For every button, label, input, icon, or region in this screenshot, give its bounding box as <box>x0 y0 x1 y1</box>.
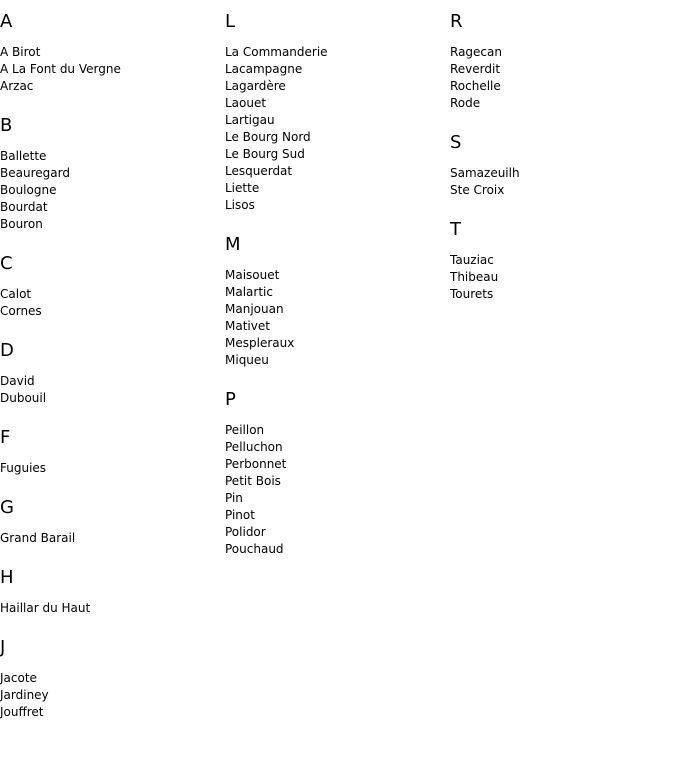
letter-group <box>225 233 445 369</box>
place-link[interactable]: Haillar du Haut <box>0 601 91 615</box>
letter-heading: G <box>0 497 14 518</box>
place-link[interactable]: Jacote <box>0 671 37 685</box>
place-link[interactable]: Laouet <box>225 96 267 110</box>
place-link[interactable]: Maisouet <box>225 268 280 282</box>
letter-group <box>225 388 445 558</box>
place-link[interactable]: Jardiney <box>0 688 49 702</box>
letter-group <box>0 426 220 477</box>
place-link[interactable]: Grand Barail <box>0 531 76 545</box>
place-link[interactable]: Calot <box>0 287 32 301</box>
place-link[interactable]: Pin <box>225 491 243 505</box>
letter-group <box>225 10 445 214</box>
place-link[interactable]: Malartic <box>225 285 273 299</box>
letter-heading: H <box>0 567 14 588</box>
place-link[interactable]: Pinot <box>225 508 255 522</box>
place-link[interactable]: Mespleraux <box>225 336 295 350</box>
place-link[interactable]: Rode <box>450 96 481 110</box>
place-link[interactable]: Jouffret <box>0 705 44 719</box>
letter-group <box>450 10 670 112</box>
letter-heading: P <box>225 389 236 410</box>
place-link[interactable]: Perbonnet <box>225 457 287 471</box>
place-link[interactable]: Petit Bois <box>225 474 281 488</box>
index-column <box>0 10 220 740</box>
place-link[interactable]: Lagardère <box>225 79 286 93</box>
place-link[interactable]: Le Bourg Nord <box>225 130 311 144</box>
letter-group <box>0 252 220 320</box>
place-link[interactable]: Pouchaud <box>225 542 284 556</box>
place-link[interactable]: Rochelle <box>450 79 501 93</box>
letter-heading: F <box>0 427 11 448</box>
place-link[interactable]: Thibeau <box>450 270 499 284</box>
letter-group <box>0 114 220 233</box>
place-link[interactable]: Samazeuilh <box>450 166 520 180</box>
place-link[interactable]: Miqueu <box>225 353 269 367</box>
place-link[interactable]: David <box>0 374 35 388</box>
place-link[interactable]: Lisos <box>225 198 255 212</box>
place-link[interactable]: A Birot <box>0 45 41 59</box>
index-column <box>225 10 445 577</box>
place-link[interactable]: Cornes <box>0 304 42 318</box>
place-link[interactable]: Liette <box>225 181 260 195</box>
place-link[interactable]: Peillon <box>225 423 265 437</box>
place-link[interactable]: Ragecan <box>450 45 502 59</box>
letter-group <box>0 496 220 547</box>
place-link[interactable]: A La Font du Vergne <box>0 62 121 76</box>
letter-heading: R <box>450 11 463 32</box>
place-link[interactable]: Pelluchon <box>225 440 283 454</box>
place-link[interactable]: La Commanderie <box>225 45 328 59</box>
place-link[interactable]: Beauregard <box>0 166 70 180</box>
letter-heading: M <box>225 234 241 255</box>
place-link[interactable]: Reverdit <box>450 62 501 76</box>
place-link[interactable]: Manjouan <box>225 302 284 316</box>
letter-group <box>0 566 220 617</box>
letter-group <box>0 339 220 407</box>
letter-heading: L <box>225 11 236 32</box>
letter-heading: B <box>0 115 13 136</box>
place-link[interactable]: Boulogne <box>0 183 57 197</box>
letter-group <box>450 131 670 199</box>
place-link[interactable]: Polidor <box>225 525 266 539</box>
letter-group <box>0 10 220 95</box>
place-link[interactable]: Ballette <box>0 149 47 163</box>
place-link[interactable]: Arzac <box>0 79 34 93</box>
place-link[interactable]: Bourdat <box>0 200 48 214</box>
index-column <box>450 10 670 322</box>
letter-group <box>0 636 220 721</box>
letter-heading: S <box>450 132 462 153</box>
place-link[interactable]: Ste Croix <box>450 183 505 197</box>
place-link[interactable]: Lesquerdat <box>225 164 293 178</box>
place-link[interactable]: Lartigau <box>225 113 275 127</box>
letter-heading: J <box>0 637 6 658</box>
letter-heading: D <box>0 340 14 361</box>
place-link[interactable]: Tauziac <box>450 253 494 267</box>
place-link[interactable]: Tourets <box>450 287 494 301</box>
place-link[interactable]: Le Bourg Sud <box>225 147 305 161</box>
place-link[interactable]: Bouron <box>0 217 43 231</box>
letter-group <box>450 218 670 303</box>
place-link[interactable]: Lacampagne <box>225 62 303 76</box>
place-link[interactable]: Dubouil <box>0 391 47 405</box>
place-link[interactable]: Fuguies <box>0 461 47 475</box>
letter-heading: T <box>450 219 461 240</box>
place-link[interactable]: Mativet <box>225 319 270 333</box>
letter-heading: C <box>0 253 13 274</box>
letter-heading: A <box>0 11 13 32</box>
